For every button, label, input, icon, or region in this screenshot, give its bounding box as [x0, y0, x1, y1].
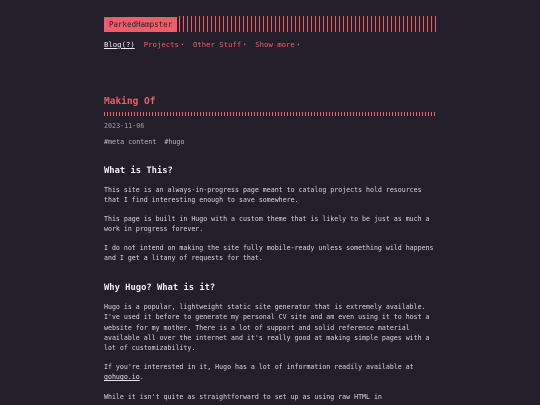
- nav-item-show-more[interactable]: [255, 40, 300, 49]
- chevron-down-icon: ▾: [243, 42, 247, 48]
- nav-item-projects-label: Projects: [143, 40, 179, 49]
- nav-item-blog[interactable]: [104, 40, 135, 49]
- title-divider: [104, 112, 436, 116]
- post-tags: [104, 138, 184, 146]
- nav-item-other-stuff-label: Other Stuff: [192, 40, 242, 49]
- post-title: Making Of: [104, 96, 156, 107]
- chevron-down-icon: ▾: [296, 42, 300, 48]
- paragraph: Hugo is a popular, lightweight static site generator that is extremely available. I've used it before to generate my personal CV site and am even using it to host a website for my mother. There is a lot of support and solid reference material available all over the internet and it's really good at making simple pages with a lot of customizability.: [104, 303, 430, 353]
- paragraph: This page is built in Hugo with a custom theme that is likely to be just as much a work in progress forever.: [104, 215, 430, 234]
- nav-item-show-more-label: Show more: [255, 40, 295, 49]
- tag-hugo[interactable]: #hugo: [164, 138, 185, 146]
- site-logo[interactable]: ParkedHampster: [104, 17, 177, 32]
- paragraph: This site is an always-in-progress page meant to catalog projects hold resources that I find interesting enough to save somewhere.: [104, 186, 422, 205]
- header-stripes: [179, 16, 436, 32]
- chevron-down-icon: ▾: [180, 42, 184, 48]
- paragraph-text: If you're interested in it, Hugo has a lot of information readily available at: [104, 363, 414, 371]
- paragraph-suffix: .: [139, 373, 144, 382]
- nav-item-blog-label: Blog(?): [104, 40, 135, 49]
- post-date: 2023-11-06: [104, 122, 145, 130]
- tag-meta-content[interactable]: #meta content: [104, 138, 157, 146]
- section-heading-why-hugo: Why Hugo? What is it?: [104, 283, 216, 293]
- paragraph: While it isn't quite as straightforward to set up as using raw HTML in: [104, 393, 382, 401]
- paragraph: [104, 362, 436, 383]
- section-heading-what-is-this: What is This?: [104, 166, 173, 176]
- gohugo-link[interactable]: gohugo.io: [104, 373, 140, 382]
- nav-item-projects[interactable]: [144, 40, 184, 49]
- main-nav: [104, 40, 300, 49]
- site-header: [104, 16, 436, 32]
- paragraph: I do not intend on making the site fully mobile-ready unless something wild happens and I get a litany of requests for that.: [104, 244, 434, 263]
- nav-item-other-stuff[interactable]: [193, 40, 246, 49]
